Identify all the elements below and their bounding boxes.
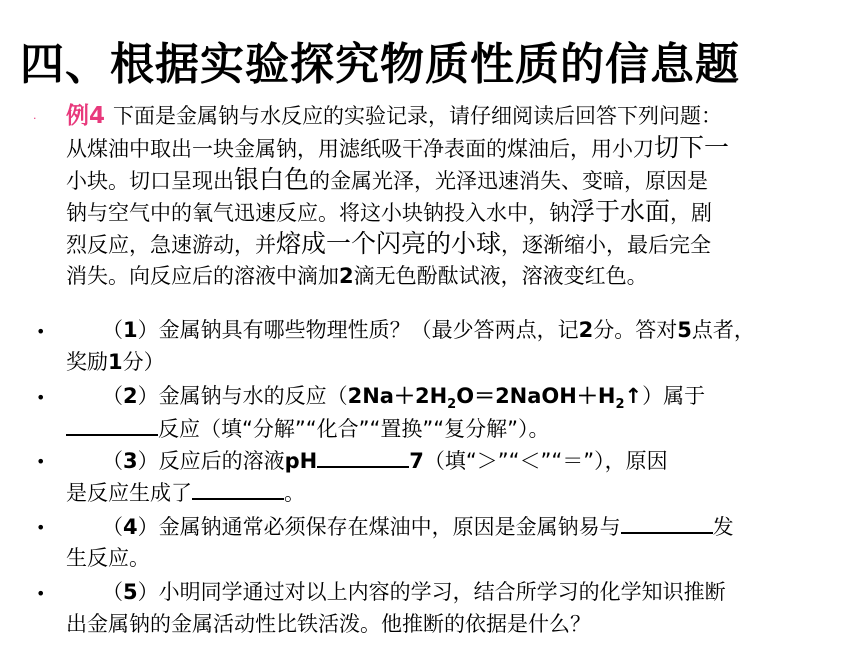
example-line-6 [66, 260, 836, 292]
question-4-line-1 [66, 510, 836, 542]
formula-subscript: 2 [615, 397, 625, 413]
answer-blank[interactable] [192, 476, 284, 500]
q-text: ）金属钠通常必须保存在煤油中，原因是金属钠易与 [137, 515, 621, 539]
q-number: 2 [578, 318, 594, 342]
q-number: 1 [123, 318, 138, 342]
gas-arrow: ↑ [624, 384, 643, 408]
answer-blank[interactable] [66, 412, 158, 436]
example-text: 消失。向反应后的溶液中滴加 [66, 264, 339, 288]
question-1-line-1 [66, 314, 836, 346]
chemical-formula: O＝2NaOH＋H [456, 384, 616, 408]
answer-blank[interactable] [317, 444, 409, 468]
slide-title: 四、根据实验探究物质性质的信息题 [20, 39, 740, 90]
bullet-marker: • [36, 452, 46, 471]
formula-subscript: 2 [447, 397, 457, 413]
q-text: ）小明同学通过对以上内容的学习，结合所学习的化学知识推断 [137, 580, 726, 604]
example-text: 烈反应，急速游动，并 [66, 233, 276, 257]
bullet-marker: • [36, 518, 46, 537]
question-4 [66, 510, 836, 574]
example-text: 下面是金属钠与水反应的实验记录，请仔细阅读后回答下列问题： [113, 104, 723, 128]
example-text: ，逐渐缩小，最后完全 [501, 233, 712, 257]
q-text: （ [102, 580, 123, 604]
emphasis-text: 切下一 [654, 133, 730, 162]
q-text: ）金属钠与水的反应（ [137, 384, 348, 408]
example-line-2 [66, 132, 836, 164]
q-text: ）金属钠具有哪些物理性质？（最少答两点，记 [137, 318, 579, 342]
q-text: 点者， [691, 318, 755, 342]
chemical-formula: 2Na＋2H [347, 384, 448, 408]
question-3-line-1 [66, 444, 836, 476]
q-text: 分） [122, 350, 165, 374]
q-text: 奖励 [66, 350, 108, 374]
question-5 [66, 576, 836, 640]
example-paragraph [66, 100, 836, 292]
question-5-line-1 [66, 576, 836, 608]
q-number: 2 [123, 384, 138, 408]
example-text: 的金属光泽，光泽迅速消失、变暗，原因是 [309, 169, 709, 193]
question-5-line-2 [66, 608, 836, 640]
tiny-bullet-marker: · [33, 112, 37, 125]
question-4-line-2 [66, 542, 836, 574]
q-text: （ [102, 449, 123, 473]
q-text: 反应（填“分解”“化合”“置换”“复分解”）。 [158, 417, 550, 441]
q-text: （填“＞”“＜”“＝”），原因 [423, 449, 668, 473]
q-text: （ [102, 384, 123, 408]
question-1 [66, 314, 836, 378]
q-text: 出金属钠的金属活动性比铁活泼。他推断的依据是什么？ [66, 612, 591, 636]
q-text: ）属于 [642, 384, 706, 408]
example-text: 钠与空气中的氧气迅速反应。将这小块钠投入水中，钠 [66, 201, 570, 225]
example-number: 2 [339, 264, 354, 288]
question-1-line-2 [66, 346, 836, 378]
emphasis-text: 熔成一个闪亮的小球 [276, 229, 502, 258]
q-text: ）反应后的溶液 [137, 449, 285, 473]
q-number: 5 [123, 580, 138, 604]
q-number: 1 [108, 350, 123, 374]
q-number: 7 [409, 449, 424, 473]
example-text: 从煤油中取出一块金属钠，用滤纸吸干净表面的煤油后，用小刀 [66, 137, 654, 161]
question-2 [66, 380, 836, 444]
bullet-marker: • [36, 388, 46, 407]
example-text: ，剧 [670, 201, 713, 225]
example-line-3 [66, 164, 836, 196]
example-line-1 [66, 100, 836, 132]
question-3 [66, 444, 836, 508]
example-line-4 [66, 196, 836, 228]
bullet-marker: • [36, 584, 46, 603]
q-number: 5 [677, 318, 692, 342]
q-text: （ [102, 515, 123, 539]
q-text: pH [284, 449, 318, 473]
q-text: 是反应生成了 [66, 481, 192, 505]
answer-blank[interactable] [621, 510, 713, 534]
example-text: 小块。切口呈现出 [66, 169, 234, 193]
q-text: （ [102, 318, 123, 342]
q-number: 3 [123, 449, 138, 473]
q-text: 分。答对 [593, 318, 678, 342]
q-text: 发 [712, 515, 734, 539]
example-label: 例4 [66, 103, 106, 129]
q-text: 。 [284, 481, 305, 505]
q-number: 4 [123, 515, 138, 539]
bullet-marker: • [36, 322, 46, 341]
question-2-line-1 [66, 380, 836, 412]
q-text: 生反应。 [66, 546, 150, 570]
emphasis-text: 浮于水面 [570, 197, 671, 226]
question-3-line-2 [66, 476, 836, 508]
question-2-line-2 [66, 412, 836, 444]
example-line-5 [66, 228, 836, 260]
example-text: 滴无色酚酞试液，溶液变红色。 [353, 264, 648, 288]
emphasis-text: 银白色 [234, 165, 310, 194]
